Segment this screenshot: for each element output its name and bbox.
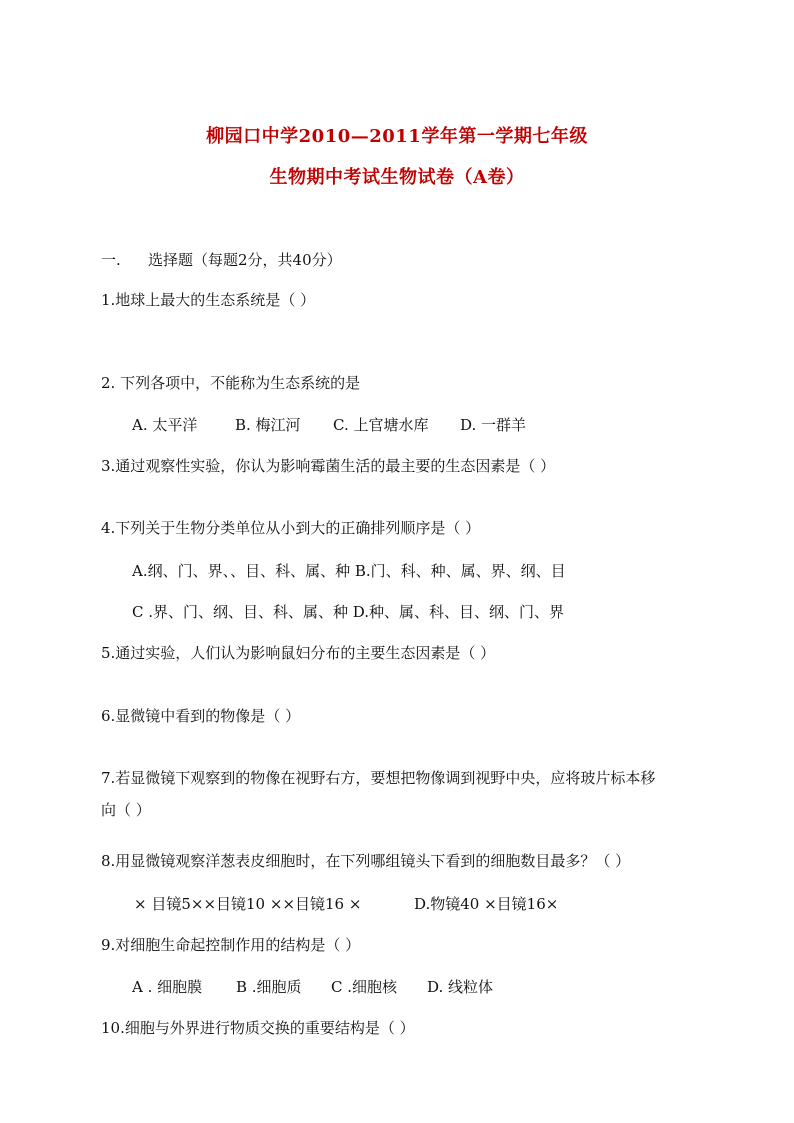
question-9: 9.对细胞生命起控制作用的结构是（ ） <box>101 936 361 954</box>
question-4-options-row1: A.纲、门、界、、目、科、属、种 B.门、科、种、属、界、纲、目 <box>132 562 566 580</box>
question-3: 3.通过观察性实验，你认为影响霉菌生活的最主要的生态因素是（ ） <box>101 457 556 475</box>
question-7: 7.若显微镜下观察到的物像在视野右方，要想把物像调到视野中央，应将玻片标本移 <box>101 769 656 787</box>
question-7-continued: 向（ ） <box>101 801 151 819</box>
exam-title-line2: 生物期中考试生物试卷（A卷） <box>269 167 525 188</box>
question-5: 5.通过实验，人们认为影响鼠妇分布的主要生态因素是（ ） <box>101 644 496 662</box>
section-heading: 选择题（每题2分，共40分） <box>148 251 342 269</box>
question-2-option-a: A. 太平洋 <box>132 416 198 434</box>
question-4: 4.下列关于生物分类单位从小到大的正确排列顺序是（ ） <box>101 519 481 537</box>
question-8: 8.用显微镜观察洋葱表皮细胞时，在下列哪组镜头下看到的细胞数目最多？（ ） <box>101 852 631 870</box>
question-8-options-left: × 目镜5××目镜10 ××目镜16 × <box>134 895 362 913</box>
question-2-option-b: B. 梅江河 <box>235 416 301 434</box>
question-10: 10.细胞与外界进行物质交换的重要结构是（ ） <box>101 1019 415 1037</box>
question-9-option-b: B .细胞质 <box>236 978 302 996</box>
question-2-option-c: C. 上官塘水库 <box>333 416 429 434</box>
question-6: 6.显微镜中看到的物像是（ ） <box>101 707 301 725</box>
question-2: 2. 下列各项中，不能称为生态系统的是 <box>101 374 361 392</box>
exam-title-line1: 柳园口中学2010—2011学年第一学期七年级 <box>206 126 588 147</box>
question-9-option-a: A . 细胞膜 <box>132 978 203 996</box>
question-1: 1.地球上最大的生态系统是（ ） <box>101 291 316 309</box>
question-9-option-c: C .细胞核 <box>331 978 398 996</box>
question-8-option-d: D.物镜40 ×目镜16× <box>414 895 559 913</box>
question-9-option-d: D. 线粒体 <box>427 978 494 996</box>
question-2-option-d: D. 一群羊 <box>460 416 527 434</box>
question-4-options-row2: C .界、门、纲、目、科、属、种 D.种、属、科、目、纲、门、界 <box>132 603 565 621</box>
section-number: 一. <box>101 251 121 269</box>
